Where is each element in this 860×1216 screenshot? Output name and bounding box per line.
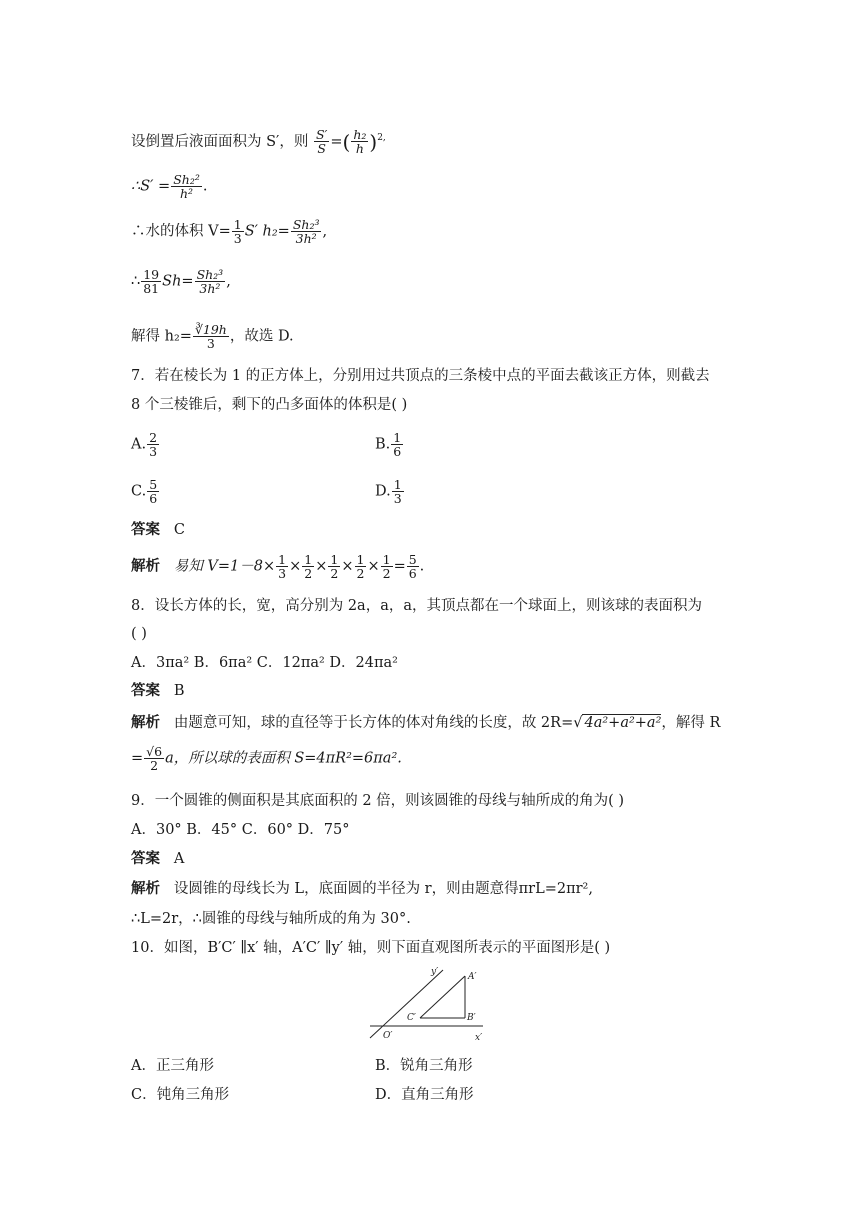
label-x: x′ bbox=[475, 1033, 483, 1043]
label-c: C′ bbox=[407, 1013, 416, 1023]
q9-stem: 9．一个圆锥的侧面积是其底面积的 2 倍，则该圆锥的母线与轴所成的角为( ) bbox=[131, 793, 625, 809]
label-b: B′ bbox=[467, 1013, 476, 1023]
q7-option-c: C. $\frac{5}{6}$ bbox=[131, 477, 158, 506]
fraction: $\frac{19}{81}$ bbox=[143, 267, 160, 296]
label-a: A′ bbox=[468, 972, 477, 982]
solution-line-2: ∴S′ = $\frac{\text{Sh₂²}}{\text{h²}}$ . bbox=[131, 172, 208, 201]
q10-option-b: B．锐角三角形 bbox=[375, 1058, 473, 1074]
q8-explanation-line-2: = $\frac{√6}{2}$ a，所以球的表面积 S=4πR²=6πa². bbox=[131, 744, 402, 773]
q9-explanation-line-1: 解析 设圆锥的母线长为 L，底面圆的半径为 r，则由题意得πrL=2πr², bbox=[131, 881, 593, 897]
q7-option-d: D. $\frac{1}{3}$ bbox=[375, 477, 402, 506]
q7-answer: 答案 C bbox=[131, 522, 185, 538]
fraction: $\frac{\text{Sh₂²}}{\text{h²}}$ bbox=[173, 172, 200, 201]
q7-explanation: 解析 易知 V=1－8× $\frac{1}{3}$ × $\frac{1}{2}$ × $\frac{1}{2}$ × $\frac{1}{2}$ × $\frac{1}{2}$ = $\frac{5}{6}$ . bbox=[131, 552, 425, 581]
q10-option-d: D．直角三角形 bbox=[375, 1087, 474, 1103]
fraction: $\frac{S'}{S}$ bbox=[315, 127, 328, 157]
q7-option-b: B. $\frac{1}{6}$ bbox=[375, 430, 402, 459]
q8-stem-line-2: ( ) bbox=[131, 626, 147, 642]
y-axis-line bbox=[370, 970, 443, 1038]
solution-line-3: ∴水的体积 V= $\frac{1}{3}$ S′ h₂= $\frac{\text{Sh₂³}}{\text{3h²}}$ , bbox=[131, 217, 328, 246]
q9-options: A．30° B．45° C．60° D．75° bbox=[131, 822, 350, 838]
fraction: $\frac{\text{h₂}}{h}$ bbox=[353, 127, 367, 157]
fraction: $\frac{\text{Sh₂³}}{\text{3h²}}$ bbox=[292, 217, 320, 246]
q8-explanation-line-1: 解析 由题意可知，球的直径等于长方体的体对角线的长度，故 2R=√ 4a²+a²+a²，解得 R bbox=[131, 715, 721, 731]
side-a-c bbox=[420, 976, 465, 1018]
q8-answer: 答案 B bbox=[131, 683, 185, 699]
q7-stem-line-2: 8 个三棱锥后，剩下的凸多面体的体积是( ) bbox=[131, 397, 408, 413]
solution-text: 设倒置后液面面积为 S′，则 bbox=[131, 133, 309, 150]
fraction: $\frac{∛19h}{3}$ bbox=[194, 322, 227, 351]
solution-line-4: ∴ $\frac{19}{81}$ Sh= $\frac{\text{Sh₂³}}{\text{3h²}}$ , bbox=[131, 267, 231, 296]
q9-explanation-line-2: ∴L=2r，∴圆锥的母线与轴所成的角为 30°. bbox=[131, 911, 411, 927]
q8-options: A．3πa² B．6πa² C．12πa² D．24πa² bbox=[131, 655, 398, 671]
q10-option-a: A．正三角形 bbox=[131, 1058, 214, 1074]
oblique-drawing-figure bbox=[365, 962, 495, 1044]
fraction: $\frac{1}{3}$ bbox=[233, 217, 242, 246]
label-o: O′ bbox=[383, 1031, 393, 1041]
q7-stem-line-1: 7．若在棱长为 1 的正方体上，分别用过共顶点的三条棱中点的平面去截该正方体，则截去 bbox=[131, 368, 710, 384]
q7-option-a: A. $\frac{2}{3}$ bbox=[131, 430, 158, 459]
q10-option-c: C．钝角三角形 bbox=[131, 1087, 230, 1103]
solution-line-5: 解得 h₂= $\frac{∛19h}{3}$ ，故选 D. bbox=[131, 322, 294, 351]
solution-line-1: 设倒置后液面面积为 S′，则 $\frac{S'}{S}$ =( $\frac{\text{h₂}}{h}$ )$^{2,}$ bbox=[131, 127, 386, 157]
q10-stem: 10．如图，B′C′ ∥x′ 轴，A′C′ ∥y′ 轴，则下面直观图所表示的平面图形是( ) bbox=[131, 940, 611, 956]
q8-stem-line-1: 8．设长方体的长，宽，高分别为 2a，a，a，其顶点都在一个球面上，则该球的表面积为 bbox=[131, 598, 702, 614]
fraction: $\frac{\text{Sh₂³}}{\text{3h²}}$ bbox=[196, 267, 224, 296]
label-y: y′ bbox=[431, 967, 439, 977]
q9-answer: 答案 A bbox=[131, 851, 185, 867]
